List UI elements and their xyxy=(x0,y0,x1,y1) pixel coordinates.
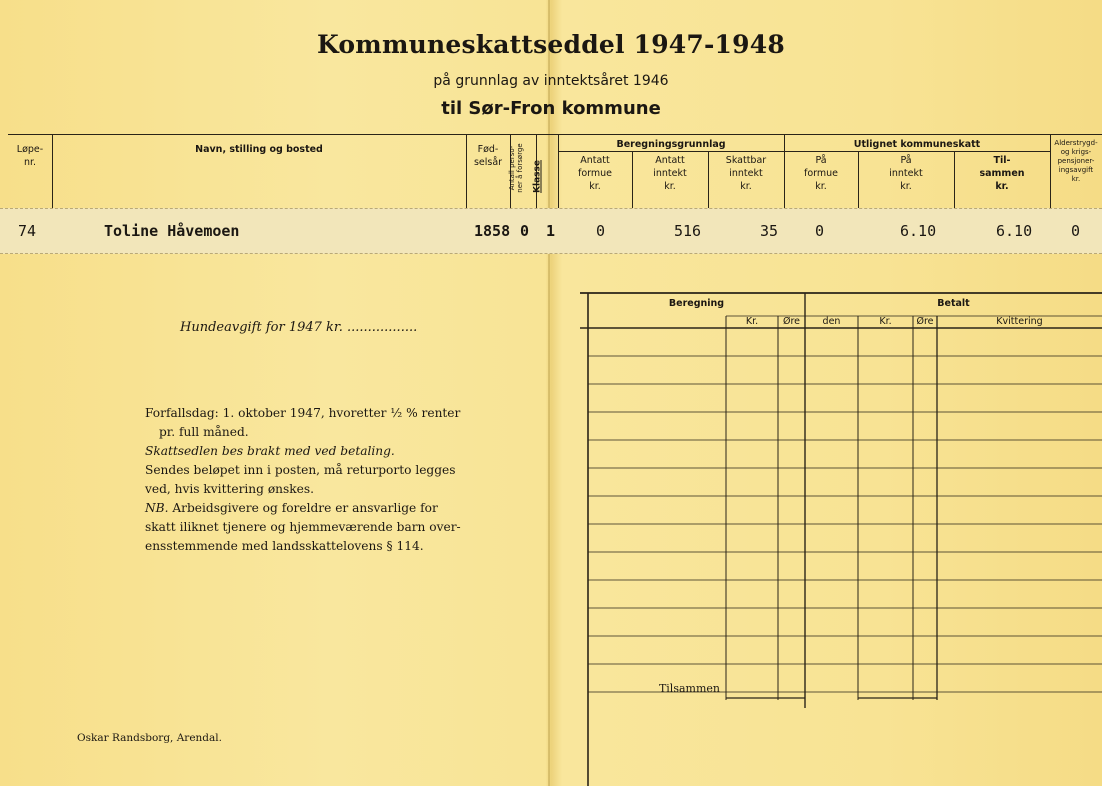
header-antall: Antall perso- ner å forsørge xyxy=(508,143,524,193)
payment-beregning-kr: Kr. xyxy=(745,316,759,327)
nb-text: Arbeidsgivere og foreldre er ansvarlige for xyxy=(172,501,438,515)
payment-instructions xyxy=(145,404,500,556)
hundeavgift-line: Hundeavgift for 1947 kr. ................. xyxy=(180,320,418,335)
instruction-forfallsdag-cont: pr. full måned. xyxy=(159,425,249,439)
printer-imprint: Oskar Randsborg, Arendal. xyxy=(77,732,222,744)
municipality-name: til Sør-Fron kommune xyxy=(441,98,661,119)
payment-tilsammen-label: Tilsammen xyxy=(658,682,720,695)
payment-table-grid xyxy=(580,288,1102,786)
record-antatt-inntekt: 516 xyxy=(674,222,702,240)
header-beregningsgrunnlag: Beregningsgrunnlag xyxy=(616,139,726,150)
payment-betalt-kr: Kr. xyxy=(879,316,892,327)
header-skattbar-inntekt: Skattbar inntekt kr. xyxy=(725,155,767,192)
record-tilsammen: 6.10 xyxy=(996,222,1033,240)
instruction-forfallsdag: Forfallsdag: 1. oktober 1947, hvoretter ½ % renter xyxy=(145,406,461,420)
record-skattbar-inntekt: 35 xyxy=(760,222,779,240)
group-rule-beregning xyxy=(558,151,784,152)
group-rule-utlignet xyxy=(784,151,1050,152)
instruction-nb-cont-1: skatt iliknet tjenere og hjemmeværende barn over- xyxy=(145,520,461,534)
payment-betalt-den: den xyxy=(822,316,841,327)
header-lopenr: Løpe- nr. xyxy=(16,144,44,168)
payment-beregning-header: Beregning xyxy=(668,298,725,309)
payment-betalt-header: Betalt xyxy=(937,298,970,309)
record-name: Toline Håvemoen xyxy=(104,222,240,240)
nb-label: NB. xyxy=(145,501,169,515)
header-utlignet: Utlignet kommuneskatt xyxy=(853,139,981,150)
payment-betalt-ore: Øre xyxy=(916,316,934,327)
instruction-nb xyxy=(145,499,500,518)
instruction-sendes: Sendes beløpet inn i posten, må returporto legges xyxy=(145,463,456,477)
payment-kvittering: Kvittering xyxy=(996,316,1043,327)
record-antall: 0 xyxy=(520,222,530,240)
header-top-rule xyxy=(8,134,1102,135)
record-klasse: 1 xyxy=(546,222,556,240)
payment-beregning-ore: Øre xyxy=(782,316,801,327)
record-alderstrygd: 0 xyxy=(1071,222,1081,240)
header-tilsammen: Til- sammen kr. xyxy=(979,155,1025,192)
record-pa-inntekt: 6.10 xyxy=(900,222,937,240)
header-pa-formue: På formue kr. xyxy=(803,155,838,192)
header-pa-inntekt: På inntekt kr. xyxy=(889,155,923,192)
header-antatt-inntekt: Antatt inntekt kr. xyxy=(653,155,687,192)
header-alderstrygd: Alderstrygd- og krigs- pensjoner- ingsavgift kr. xyxy=(1054,139,1098,183)
record-pa-formue: 0 xyxy=(815,222,825,240)
header-navn: Navn, stilling og bosted xyxy=(195,144,323,155)
record-lopenr: 74 xyxy=(18,222,37,240)
instruction-skattsedlen: Skattsedlen bes brakt med ved betaling. xyxy=(145,444,395,458)
record-antatt-formue: 0 xyxy=(596,222,606,240)
instruction-nb-cont-2: ensstemmende med landsskattelovens § 114. xyxy=(145,539,424,553)
header-klasse: Klasse xyxy=(532,160,543,193)
document-title: Kommuneskattseddel 1947-1948 xyxy=(317,30,785,59)
record-fodselsar: 1858 xyxy=(474,222,511,240)
header-fodselsar: Fød- selsår xyxy=(473,144,503,168)
instruction-sendes-cont: ved, hvis kvittering ønskes. xyxy=(145,482,315,496)
document-subtitle: på grunnlag av inntektsåret 1946 xyxy=(433,73,669,89)
header-antatt-formue: Antatt formue kr. xyxy=(577,155,612,192)
